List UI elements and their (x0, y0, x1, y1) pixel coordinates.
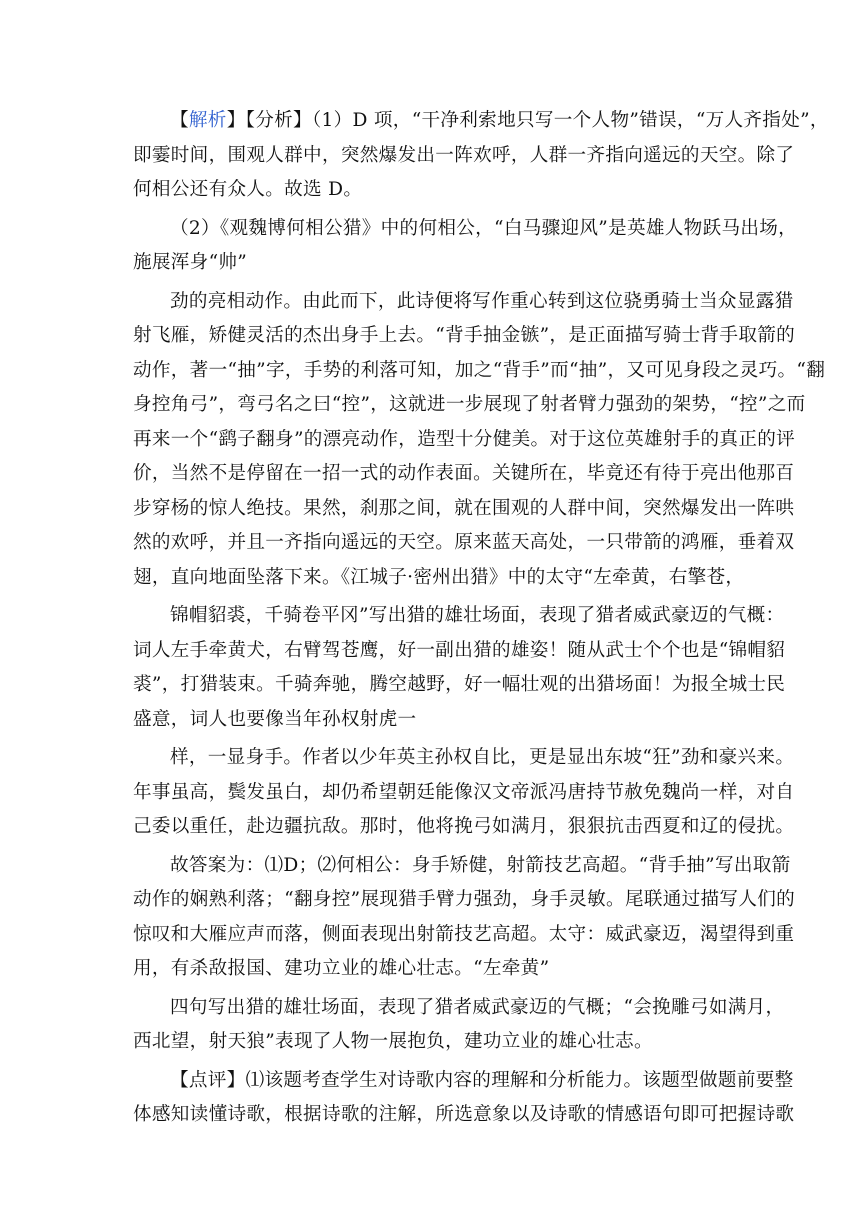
bracket-open: 【 (170, 110, 189, 131)
taishou-analysis (133, 599, 786, 737)
text-line: 锦帽貂裘，千骑卷平冈”写出猎的雄壮场面，表现了猎者威武豪迈的气概： (170, 605, 785, 626)
text-line: 【点评】⑴该题考查学生对诗歌内容的理解和分析能力。该题型做题前要整 (170, 1069, 794, 1091)
text-line: 再来一个“鹞子翻身”的漂亮动作，造型十分健美。对于这位英雄射手的真正的评 (133, 428, 795, 450)
final-lines-analysis (133, 991, 785, 1060)
text-line: 步穿杨的惊人绝技。果然，刹那之间，就在围观的人群中间，突然爆发出一阵哄 (133, 497, 795, 519)
text-line: 射飞雁，矫健灵活的杰出身手上去。“背手抽金镞”，是正面描写骑士背手取箭的 (133, 325, 795, 346)
text-line: 惊叹和大雁应声而落，侧面表现出射箭技艺高超。太守：威武豪迈，渴望得到重 (133, 923, 795, 945)
text-line: 故答案为：⑴D；⑵何相公：身手矫健，射箭技艺高超。“背手抽”写出取箭 (170, 854, 791, 876)
text-line: 样，一显身手。作者以少年英主孙权自比，更是显出东坡“狂”劲和豪兴来。 (170, 747, 795, 768)
answer-summary (133, 849, 795, 987)
text-line: 年事虽高，鬓发虽白，却仍希望朝廷能像汉文帝派冯唐持节赦免魏尚一样，对自 (133, 781, 795, 803)
analysis-first-line (133, 104, 829, 139)
text-line: 裘”，打猎装束。千骑奔驰，腾空越野，好一幅壮观的出猎场面！为报全城士民 (133, 674, 786, 695)
comment-paragraph (133, 1064, 795, 1133)
text-line: 动作的娴熟利落；“翻身控”展现猎手臂力强劲，身手灵敏。尾联通过描写人们的 (133, 889, 795, 910)
text-line: 身控角弓”，弯弓名之曰“控”，这就进一步展现了射者臂力强劲的架势，“控”之而 (133, 394, 806, 415)
jiexi-link[interactable]: 解析 (188, 110, 227, 131)
analysis-paragraph (133, 104, 829, 208)
he-xianggong-analysis (133, 285, 826, 596)
text-line: 价，当然不是停留在一招一式的动作表面。关键所在，毕竟还有待于亮出他那百 (133, 463, 795, 484)
text-line: 西北望，射天狼”表现了人物一展抱负，建功立业的雄心壮志。 (133, 1031, 653, 1052)
sunquan-analysis (133, 741, 795, 845)
text-line: 盛意，词人也要像当年孙权射虎一 (133, 708, 417, 730)
text-line: 己委以重任，赴边疆抗敌。那时，他将挽弓如满月，狠狠抗击西夏和辽的侵扰。 (133, 816, 795, 837)
text-line: 然的欢呼，并且一齐指向遥远的天空。原来蓝天高处，一只带箭的鸿雁，垂着双 (133, 532, 795, 553)
answer-part2-intro (133, 212, 798, 281)
text-line: 动作，著一“抽”字，手势的利落可知，加之“背手”而“抽”，又可见身段之灵巧。“翻 (133, 359, 826, 381)
text-line: 四句写出猎的雄壮场面，表现了猎者威武豪迈的气概；“会挽雕弓如满月， (170, 996, 785, 1018)
text-line: 即霎时间，围观人群中，突然爆发出一阵欢呼，人群一齐指向遥远的天空。除了 (133, 144, 795, 166)
text-line: （2）《观魏博何相公猎》中的何相公，“白马骤迎风”是英雄人物跃马出场， (170, 217, 798, 239)
text-line: 何相公还有众人。故选 D。 (133, 179, 363, 200)
text-line: 劲的亮相动作。由此而下，此诗便将写作重心转到这位骁勇骑士当众显露猎 (170, 290, 794, 312)
text-line: 用，有杀敌报国、建功立业的雄心壮志。“左牵黄” (133, 958, 550, 979)
text-line: 施展浑身“帅” (133, 252, 248, 273)
text-line: 体感知读懂诗歌，根据诗歌的注解，所选意象以及诗歌的情感语句即可把握诗歌 (133, 1104, 795, 1125)
text-line: 词人左手牵黄犬，右臂驾苍鹰，好一副出猎的雄姿！随从武士个个也是“锦帽貂 (133, 639, 786, 661)
text-line: 翅，直向地面坠落下来。《江城子·密州出猎》中的太守“左牵黄，右擎苍， (133, 566, 745, 588)
analysis-first-line-text: 】【分析】（1）D 项，“干净利索地只写一个人物”错误，“万人齐指处”， (226, 110, 829, 131)
